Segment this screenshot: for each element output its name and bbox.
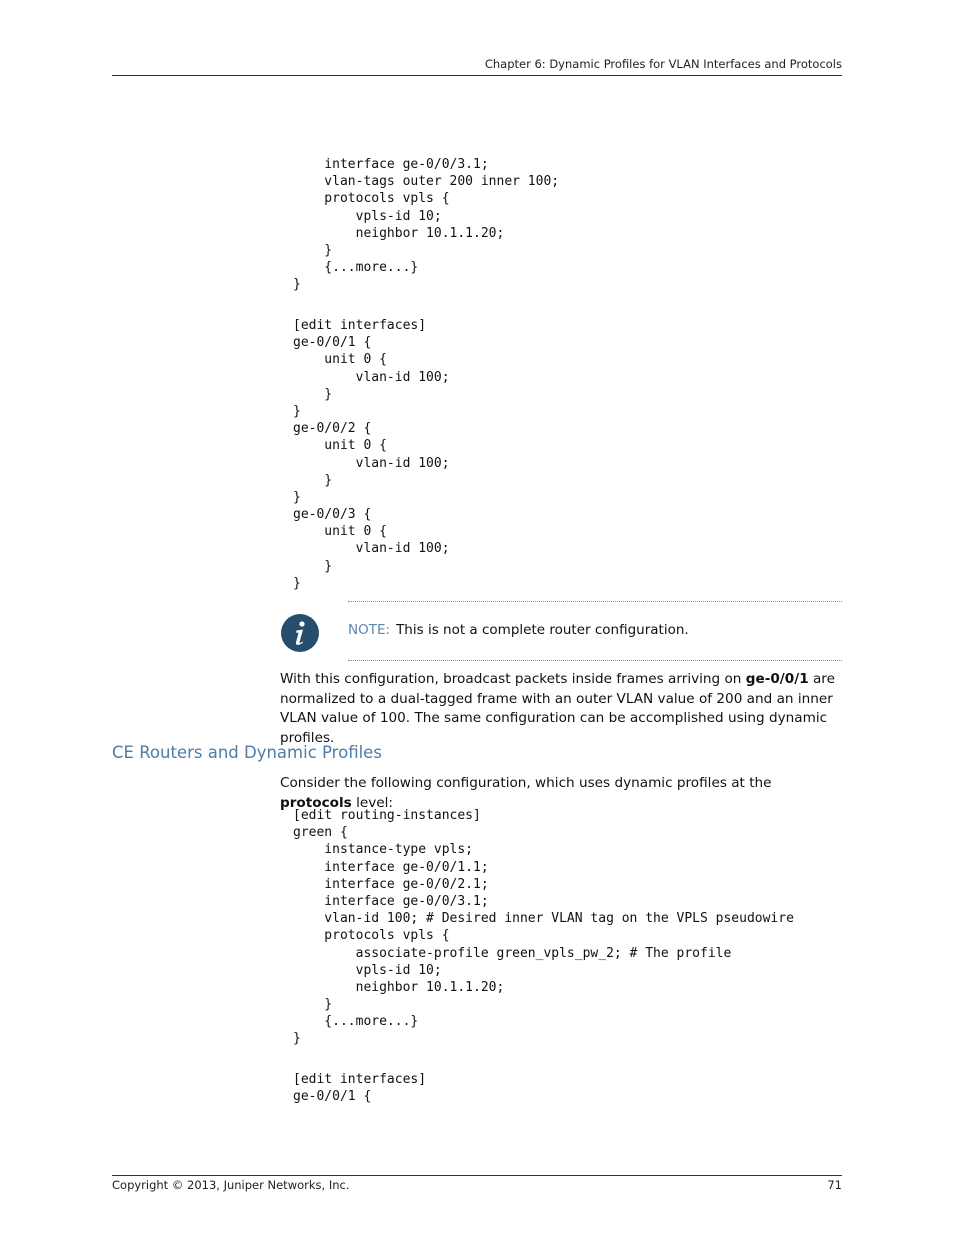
code-line: instance-type vpls; [293, 842, 474, 858]
running-header: Chapter 6: Dynamic Profiles for VLAN Interfaces and Protocols [484, 57, 842, 71]
keyword-interface: ge-0/0/1 [745, 671, 809, 687]
code-line: protocols vpls { [293, 191, 450, 207]
code-line: vlan-id 100; [293, 369, 450, 385]
code-block-vpls-partial [293, 156, 559, 294]
code-line: [edit routing-instances] [293, 808, 481, 823]
code-line: } [293, 1031, 301, 1047]
code-line: } [293, 997, 333, 1013]
note-label: NOTE: [348, 622, 391, 638]
code-line: protocols vpls { [293, 928, 450, 944]
code-line: } [293, 403, 301, 419]
code-line: neighbor 10.1.1.20; [293, 225, 505, 241]
code-line: ge-0/0/1 { [293, 335, 372, 351]
code-block-routing-instances [293, 807, 794, 1048]
paragraph-text: With this configuration, broadcast packets inside frames arriving on [280, 671, 746, 687]
paragraph-text: Consider the following configuration, which uses dynamic profiles at the [280, 775, 772, 791]
header-rule [112, 75, 842, 76]
paragraph-text: are normalized to a dual-tagged frame with an outer VLAN value of 200 and an inner VLAN value of 100. The same configuration can be accomplished using dynamic profiles. [280, 671, 835, 746]
code-line: ge-0/0/1 { [293, 1089, 372, 1105]
code-line: ge-0/0/2 { [293, 421, 372, 437]
note [348, 622, 689, 638]
code-line: vlan-id 100; [293, 541, 450, 557]
code-line: unit 0 { [293, 524, 387, 540]
footer-rule [112, 1175, 842, 1176]
keyword-protocols: protocols [280, 794, 352, 811]
code-line: } [293, 489, 301, 505]
code-line: {...more...} [293, 1014, 419, 1030]
code-line: vpls-id 10; [293, 208, 442, 224]
code-line: } [293, 558, 333, 574]
code-line: unit 0 { [293, 438, 387, 454]
code-line: green { [293, 825, 348, 841]
code-line: } [293, 575, 301, 591]
code-line: } [293, 386, 333, 402]
code-block-interfaces-partial [293, 1071, 426, 1105]
code-line: } [293, 472, 333, 488]
code-line: [edit interfaces] [293, 1072, 427, 1087]
code-line: vlan-id 100; [293, 455, 450, 471]
code-line: {...more...} [293, 260, 419, 276]
code-line: interface ge-0/0/3.1; [293, 157, 489, 172]
info-icon [281, 614, 319, 652]
code-block-interfaces [293, 317, 450, 592]
code-line: interface ge-0/0/1.1; [293, 859, 489, 875]
code-line: vpls-id 10; [293, 962, 442, 978]
code-line: interface ge-0/0/2.1; [293, 876, 489, 892]
code-line: [edit interfaces] [293, 318, 427, 333]
page-number: 71 [827, 1178, 842, 1192]
paragraph-text: level: [351, 794, 393, 811]
note-top-divider [348, 601, 842, 602]
paragraph-broadcast [280, 670, 846, 748]
code-line: associate-profile green_vpls_pw_2; # The profile [293, 945, 732, 961]
code-line: } [293, 277, 301, 293]
note-bottom-divider [348, 660, 842, 661]
section-heading: CE Routers and Dynamic Profiles [112, 743, 382, 762]
code-line: neighbor 10.1.1.20; [293, 979, 505, 995]
code-line: unit 0 { [293, 352, 387, 368]
note-body: This is not a complete router configuration. [396, 622, 689, 638]
copyright: Copyright © 2013, Juniper Networks, Inc. [112, 1178, 350, 1192]
code-line: vlan-tags outer 200 inner 100; [293, 174, 560, 190]
code-line: ge-0/0/3 { [293, 507, 372, 523]
code-line: } [293, 242, 333, 258]
code-line: vlan-id 100; # Desired inner VLAN tag on the VPLS pseudowire [293, 911, 794, 927]
code-line: interface ge-0/0/3.1; [293, 893, 489, 909]
